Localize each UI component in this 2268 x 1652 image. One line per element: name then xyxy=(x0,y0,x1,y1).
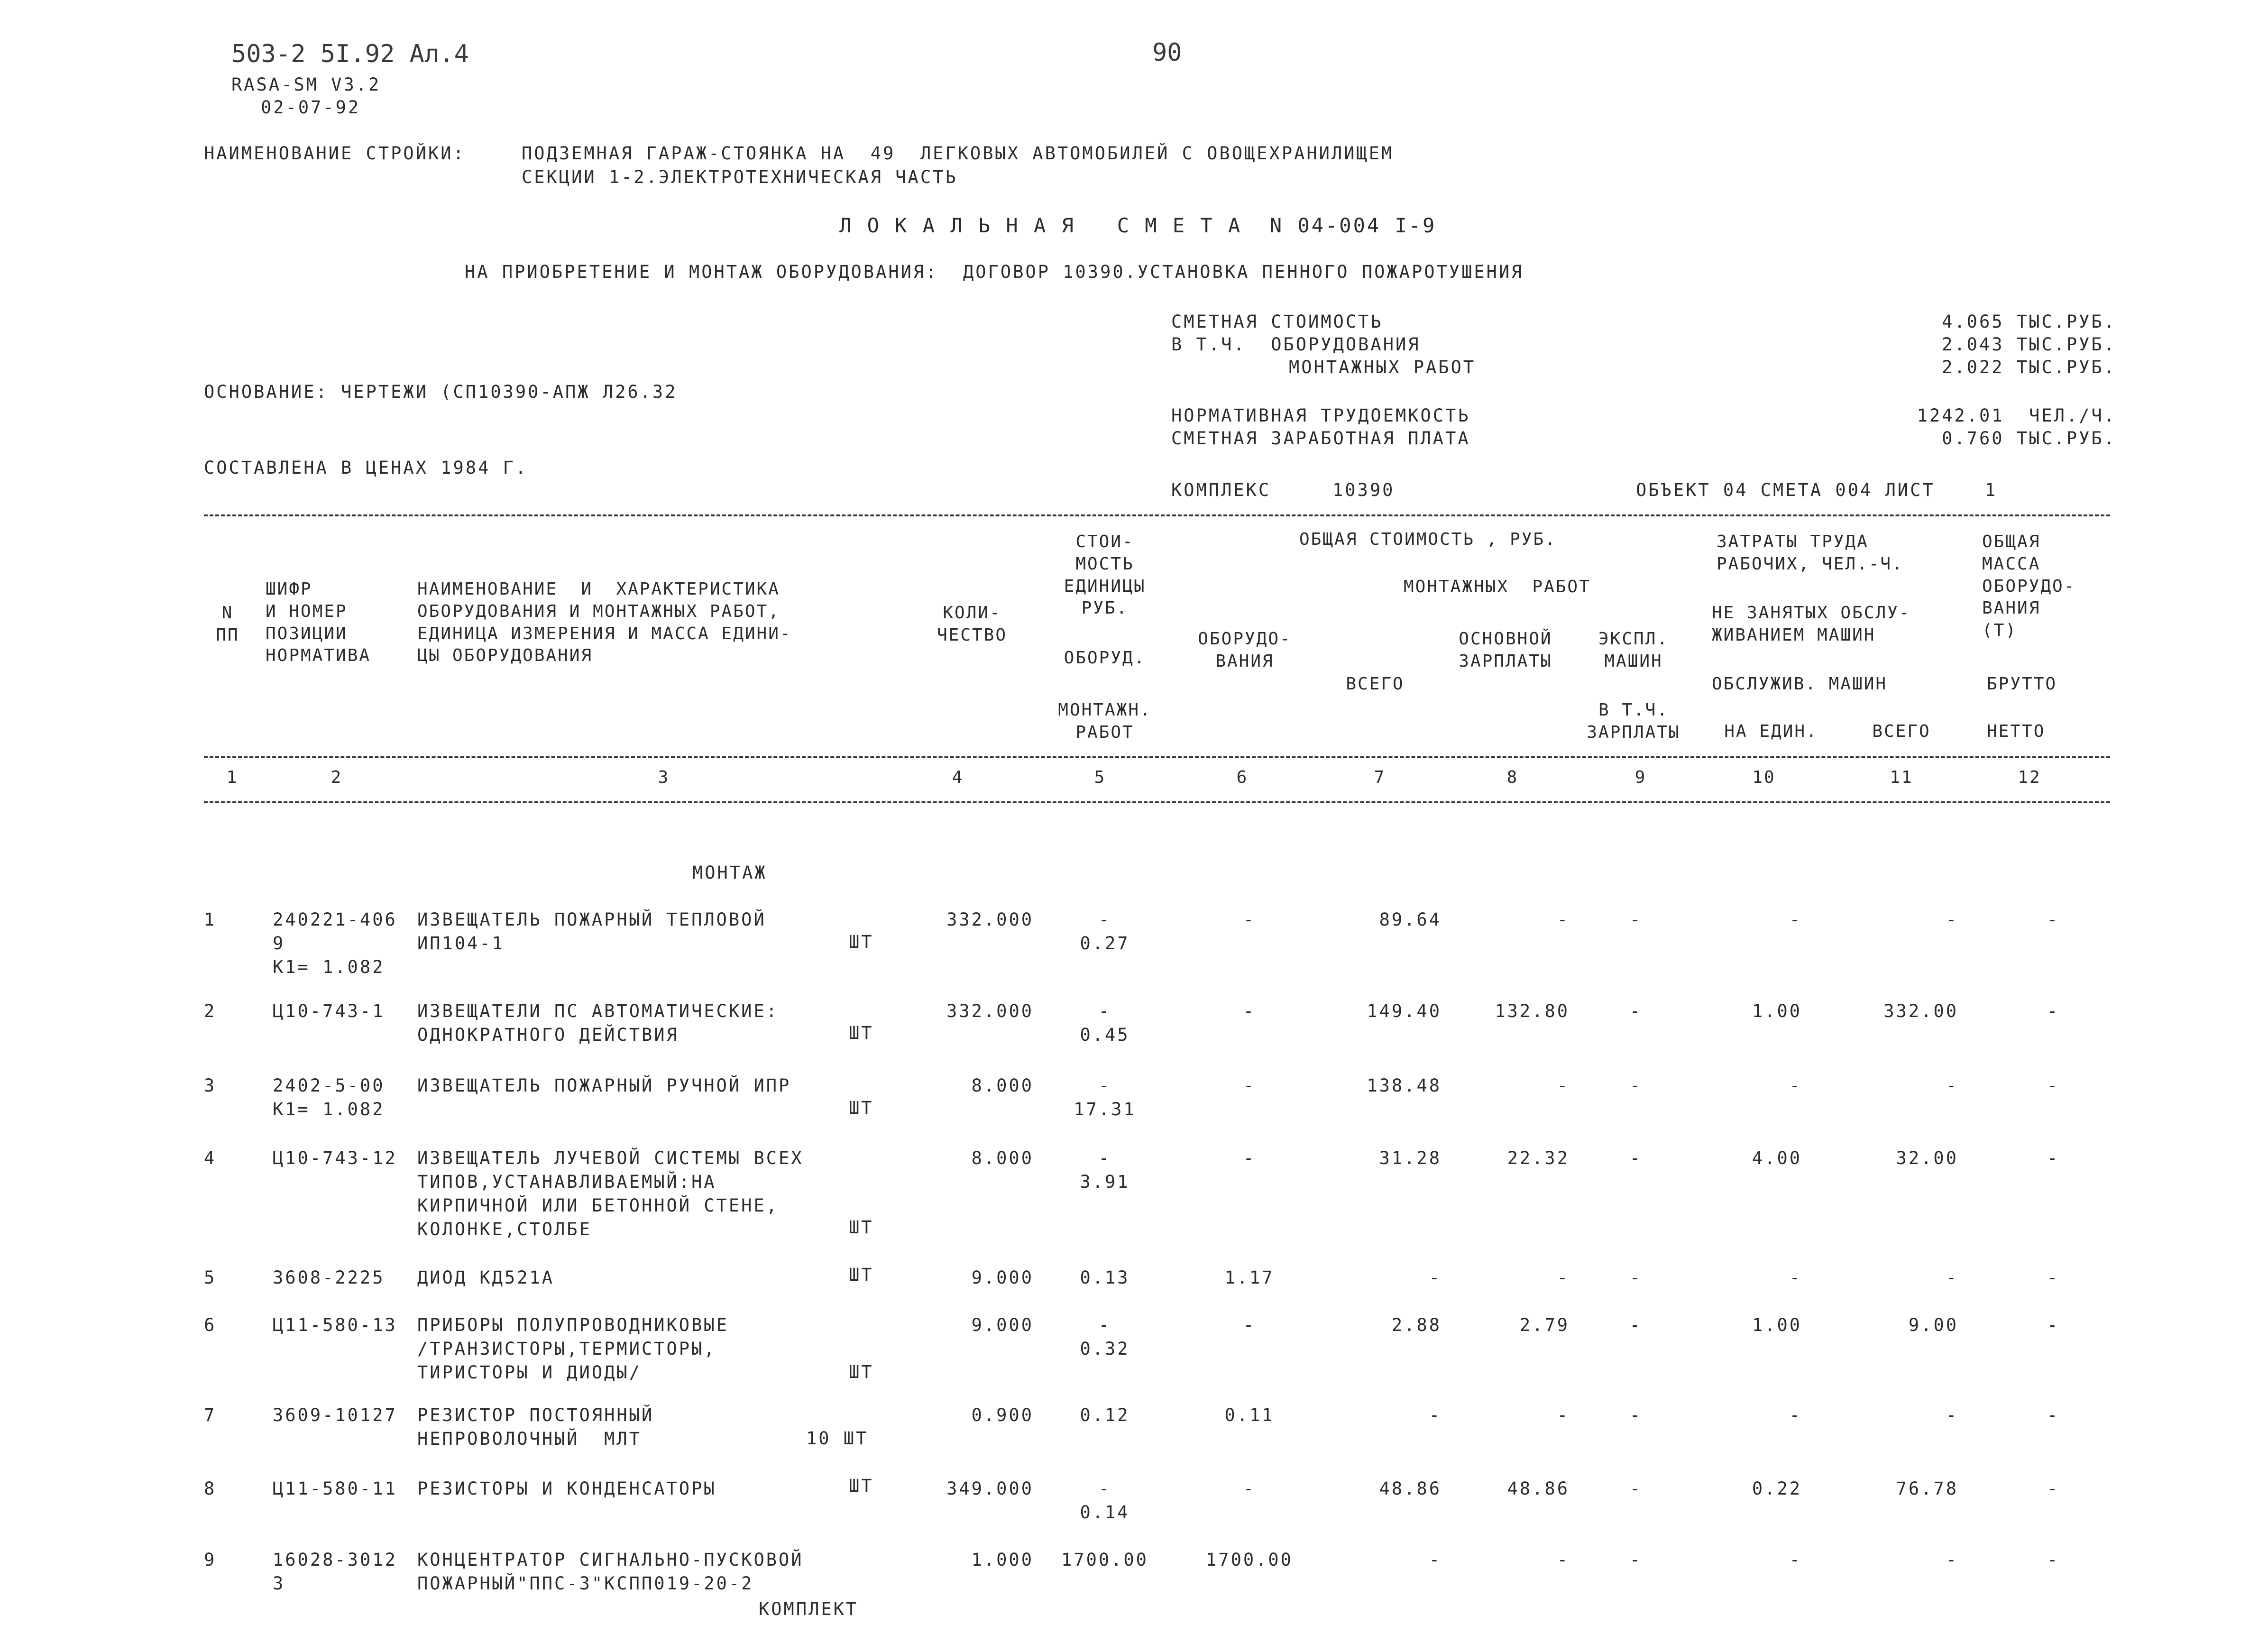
construction-label: НАИМЕНОВАНИЕ СТРОЙКИ: xyxy=(204,143,466,164)
col-header-gross: БРУТТО xyxy=(1987,674,2057,694)
row-6-c11: 9.00 xyxy=(1908,1315,1958,1335)
row-3-c6: - xyxy=(1243,1075,1256,1096)
row-3-c5: - 17.31 xyxy=(1074,1075,1136,1120)
col-header-qty: КОЛИ- ЧЕСТВО xyxy=(937,603,1008,645)
program-version: RASA-SM V3.2 xyxy=(231,74,381,95)
row-6-qty: 9.000 xyxy=(971,1315,1034,1335)
row-2-n: 2 xyxy=(204,1001,217,1021)
cost-label: СМЕТНАЯ СТОИМОСТЬ xyxy=(1171,312,1383,332)
col-header-n: N ПП xyxy=(216,603,239,645)
row-3-c7: 138.48 xyxy=(1367,1075,1442,1096)
row-1-c9: - xyxy=(1629,909,1643,930)
row-3-c12: - xyxy=(2047,1075,2060,1096)
row-7-c8: - xyxy=(1557,1405,1570,1425)
row-9-code: 16028-3012 3 xyxy=(273,1550,397,1594)
equipment-value: 2.043 ТЫС.РУБ. xyxy=(1942,334,2116,355)
row-8-c10: 0.22 xyxy=(1752,1478,1802,1499)
cost-value: 4.065 ТЫС.РУБ. xyxy=(1942,312,2116,332)
row-4-c5: - 3.91 xyxy=(1080,1148,1130,1192)
document-code: 503-2 5I.92 Ал.4 xyxy=(231,40,469,68)
row-1-qty: 332.000 xyxy=(946,909,1034,930)
row-8-code: Ц11-580-11 xyxy=(273,1478,397,1499)
row-2-code: Ц10-743-1 xyxy=(273,1001,385,1021)
row-5-c8: - xyxy=(1557,1267,1570,1288)
col-number: 5 xyxy=(1094,768,1106,787)
row-9-c5: 1700.00 xyxy=(1061,1550,1148,1570)
row-3-qty: 8.000 xyxy=(971,1075,1034,1096)
row-8-c9: - xyxy=(1629,1478,1643,1499)
row-3-code: 2402-5-00 К1= 1.082 xyxy=(273,1075,385,1120)
col-number: 9 xyxy=(1634,768,1647,787)
labor-label: НОРМАТИВНАЯ ТРУДОЕМКОСТЬ xyxy=(1171,405,1470,426)
row-1-c6: - xyxy=(1243,909,1256,930)
row-6-c5: - 0.32 xyxy=(1080,1315,1130,1359)
wage-value: 0.760 ТЫС.РУБ. xyxy=(1942,428,2116,449)
row-1-c7: 89.64 xyxy=(1379,909,1442,930)
object-info: ОБЪЕКТ 04 СМЕТА 004 ЛИСТ 1 xyxy=(1636,480,1998,500)
row-4-unit: ШТ xyxy=(849,1217,874,1238)
row-1-name: ИЗВЕЩАТЕЛЬ ПОЖАРНЫЙ ТЕПЛОВОЙ ИП104-1 xyxy=(417,909,766,954)
row-5-qty: 9.000 xyxy=(971,1267,1034,1288)
row-1-unit: ШТ xyxy=(849,932,874,952)
col-header-per-unit: НА ЕДИН. xyxy=(1724,722,1818,741)
row-6-c12: - xyxy=(2047,1315,2060,1335)
row-4-qty: 8.000 xyxy=(971,1148,1034,1168)
row-5-unit: ШТ xyxy=(849,1265,874,1285)
col-header-code: ШИФР И НОМЕР ПОЗИЦИИ НОРМАТИВА xyxy=(266,579,371,666)
row-2-c8: 132.80 xyxy=(1495,1001,1570,1021)
col-header-labor-not-machines: НЕ ЗАНЯТЫХ ОБСЛУ- ЖИВАНИЕМ МАШИН xyxy=(1712,603,1911,645)
col-header-mount-works: МОНТАЖНЫХ РАБОТ xyxy=(1404,577,1591,597)
table-number-rule xyxy=(204,801,2110,803)
col-header-labor-total: ВСЕГО xyxy=(1872,722,1931,741)
labor-value: 1242.01 ЧЕЛ./Ч. xyxy=(1917,405,2116,426)
col-header-labor: ЗАТРАТЫ ТРУДА РАБОЧИХ, ЧЕЛ.-Ч. xyxy=(1717,532,1904,574)
row-5-name: ДИОД КД521А xyxy=(417,1267,555,1288)
row-9-c11: - xyxy=(1946,1550,1958,1570)
row-3-unit: ШТ xyxy=(849,1098,874,1118)
row-1-c10: - xyxy=(1789,909,1802,930)
col-number: 12 xyxy=(2018,768,2041,787)
row-9-c6: 1700.00 xyxy=(1206,1550,1293,1570)
price-basis: СОСТАВЛЕНА В ЦЕНАХ 1984 Г. xyxy=(204,458,528,478)
row-5-c7: - xyxy=(1429,1267,1442,1288)
row-5-c6: 1.17 xyxy=(1224,1267,1275,1288)
mounting-label: МОНТАЖНЫХ РАБОТ xyxy=(1289,357,1476,377)
col-header-unit-cost: СТОИ- МОСТЬ ЕДИНИЦЫ РУБ. xyxy=(1064,532,1146,618)
row-9-n: 9 xyxy=(204,1550,217,1570)
row-9-c10: - xyxy=(1789,1550,1802,1570)
mounting-value: 2.022 ТЫС.РУБ. xyxy=(1942,357,2116,377)
row-2-c6: - xyxy=(1243,1001,1256,1021)
document-date: 02-07-92 xyxy=(261,97,361,118)
row-2-c7: 149.40 xyxy=(1367,1001,1442,1021)
col-number: 4 xyxy=(952,768,964,787)
row-7-name: РЕЗИСТОР ПОСТОЯННЫЙ НЕПРОВОЛОЧНЫЙ МЛТ xyxy=(417,1405,654,1449)
row-5-c9: - xyxy=(1629,1267,1643,1288)
col-header-total-cost: ОБЩАЯ СТОИМОСТЬ , РУБ. xyxy=(1299,530,1557,549)
section-title: МОНТАЖ xyxy=(692,863,767,883)
row-6-code: Ц11-580-13 xyxy=(273,1315,397,1335)
row-8-c12: - xyxy=(2047,1478,2060,1499)
row-4-n: 4 xyxy=(204,1148,217,1168)
row-3-c11: - xyxy=(1946,1075,1958,1096)
row-5-c11: - xyxy=(1946,1267,1958,1288)
complex-label: КОМПЛЕКС xyxy=(1171,480,1271,500)
row-2-c5: - 0.45 xyxy=(1080,1001,1130,1045)
row-6-c7: 2.88 xyxy=(1391,1315,1442,1335)
row-7-qty: 0.900 xyxy=(971,1405,1034,1425)
row-6-c10: 1.00 xyxy=(1752,1315,1802,1335)
col-header-machines: ЭКСПЛ. МАШИН xyxy=(1598,629,1669,671)
row-6-name: ПРИБОРЫ ПОЛУПРОВОДНИКОВЫЕ /ТРАНЗИСТОРЫ,ТЕРМИСТОРЫ, ТИРИСТОРЫ И ДИОДЫ/ xyxy=(417,1315,729,1383)
row-8-name: РЕЗИСТОРЫ И КОНДЕНСАТОРЫ xyxy=(417,1478,716,1499)
col-header-labor-machines: ОБСЛУЖИВ. МАШИН xyxy=(1712,674,1888,694)
row-9-c7: - xyxy=(1429,1550,1442,1570)
row-3-name: ИЗВЕЩАТЕЛЬ ПОЖАРНЫЙ РУЧНОЙ ИПР xyxy=(417,1075,791,1096)
row-7-c11: - xyxy=(1946,1405,1958,1425)
page-number: 90 xyxy=(1152,38,1182,67)
col-header-unit-equip: ОБОРУД. xyxy=(1064,648,1146,668)
row-5-c5: 0.13 xyxy=(1080,1267,1130,1288)
row-8-c7: 48.86 xyxy=(1379,1478,1442,1499)
col-header-mass: ОБЩАЯ МАССА ОБОРУДО- ВАНИЯ (Т) xyxy=(1982,532,2076,641)
col-header-net: НЕТТО xyxy=(1987,722,2046,741)
col-number: 10 xyxy=(1752,768,1776,787)
col-number: 2 xyxy=(331,768,343,787)
row-7-code: 3609-10127 xyxy=(273,1405,397,1425)
col-header-unit-mount: МОНТАЖН. РАБОТ xyxy=(1058,700,1152,742)
col-number: 7 xyxy=(1374,768,1386,787)
estimate-subtitle: НА ПРИОБРЕТЕНИЕ И МОНТАЖ ОБОРУДОВАНИЯ: ДОГОВОР 10390.УСТАНОВКА ПЕННОГО ПОЖАРОТУШЕНИЯ xyxy=(465,262,1524,282)
construction-name: ПОДЗЕМНАЯ ГАРАЖ-СТОЯНКА НА 49 ЛЕГКОВЫХ АВТОМОБИЛЕЙ С ОВОЩЕХРАНИЛИЩЕМ xyxy=(522,143,1394,164)
row-6-c8: 2.79 xyxy=(1519,1315,1570,1335)
row-5-n: 5 xyxy=(204,1267,217,1288)
col-number: 3 xyxy=(658,768,670,787)
col-header-total: ВСЕГО xyxy=(1346,674,1405,694)
row-7-unit: 10 ШТ xyxy=(806,1428,869,1449)
col-number: 8 xyxy=(1506,768,1519,787)
row-3-n: 3 xyxy=(204,1075,217,1096)
row-6-unit: ШТ xyxy=(849,1362,874,1382)
row-2-c12: - xyxy=(2047,1001,2060,1021)
row-9-c8: - xyxy=(1557,1550,1570,1570)
complex-value: 10390 xyxy=(1332,480,1395,500)
row-2-c11: 332.00 xyxy=(1883,1001,1958,1021)
row-4-c7: 31.28 xyxy=(1379,1148,1442,1168)
row-6-c6: - xyxy=(1243,1315,1256,1335)
row-5-c12: - xyxy=(2047,1267,2060,1288)
incl-equipment-label: В Т.Ч. ОБОРУДОВАНИЯ xyxy=(1171,334,1421,355)
row-4-c12: - xyxy=(2047,1148,2060,1168)
row-4-name: ИЗВЕЩАТЕЛЬ ЛУЧЕВОЙ СИСТЕМЫ ВСЕХ ТИПОВ,УСТАНАВЛИВАЕМЫЙ:НА КИРПИЧНОЙ ИЛИ БЕТОННОЙ СТЕНЕ, КОЛОНКЕ,СТОЛБЕ xyxy=(417,1148,804,1239)
table-top-rule xyxy=(204,514,2110,516)
row-8-c6: - xyxy=(1243,1478,1256,1499)
basis: ОСНОВАНИЕ: ЧЕРТЕЖИ (СП10390-АПЖ Л26.32 xyxy=(204,382,678,402)
row-8-unit: ШТ xyxy=(849,1476,874,1496)
construction-section: СЕКЦИИ 1-2.ЭЛЕКТРОТЕХНИЧЕСКАЯ ЧАСТЬ xyxy=(522,167,958,187)
col-number: 1 xyxy=(226,768,239,787)
col-number: 6 xyxy=(1236,768,1249,787)
table-header-rule xyxy=(204,756,2110,758)
row-8-c11: 76.78 xyxy=(1896,1478,1958,1499)
row-9-c9: - xyxy=(1629,1550,1643,1570)
estimate-title: Л О К А Л Ь Н А Я С М Е Т А N 04-004 I-9 xyxy=(839,214,1437,237)
row-1-c8: - xyxy=(1557,909,1570,930)
row-6-c9: - xyxy=(1629,1315,1643,1335)
wage-label: СМЕТНАЯ ЗАРАБОТНАЯ ПЛАТА xyxy=(1171,428,1470,449)
row-3-c8: - xyxy=(1557,1075,1570,1096)
row-7-c9: - xyxy=(1629,1405,1643,1425)
row-5-code: 3608-2225 xyxy=(273,1267,385,1288)
row-9-unit: КОМПЛЕКТ xyxy=(759,1599,859,1619)
row-1-c5: - 0.27 xyxy=(1080,909,1130,954)
row-7-c12: - xyxy=(2047,1405,2060,1425)
row-4-c8: 22.32 xyxy=(1507,1148,1570,1168)
col-header-equipment: ОБОРУДО- ВАНИЯ xyxy=(1198,629,1292,671)
row-8-c5: - 0.14 xyxy=(1080,1478,1130,1523)
row-8-c8: 48.86 xyxy=(1507,1478,1570,1499)
row-5-c10: - xyxy=(1789,1267,1802,1288)
row-3-c10: - xyxy=(1789,1075,1802,1096)
row-3-c9: - xyxy=(1629,1075,1643,1096)
row-9-c12: - xyxy=(2047,1550,2060,1570)
row-8-qty: 349.000 xyxy=(946,1478,1034,1499)
row-4-code: Ц10-743-12 xyxy=(273,1148,397,1168)
row-7-c10: - xyxy=(1789,1405,1802,1425)
row-6-n: 6 xyxy=(204,1315,217,1335)
row-2-unit: ШТ xyxy=(849,1023,874,1043)
row-9-name: КОНЦЕНТРАТОР СИГНАЛЬНО-ПУСКОВОЙ ПОЖАРНЫЙ"ППС-3"КСПП019-20-2 xyxy=(417,1550,804,1594)
row-1-c12: - xyxy=(2047,909,2060,930)
row-4-c6: - xyxy=(1243,1148,1256,1168)
col-number: 11 xyxy=(1890,768,1913,787)
row-2-qty: 332.000 xyxy=(946,1001,1034,1021)
row-7-c6: 0.11 xyxy=(1224,1405,1275,1425)
row-1-n: 1 xyxy=(204,909,217,930)
row-8-n: 8 xyxy=(204,1478,217,1499)
row-9-qty: 1.000 xyxy=(971,1550,1034,1570)
col-header-machine-wage: В Т.Ч. ЗАРПЛАТЫ xyxy=(1587,700,1680,742)
row-2-c9: - xyxy=(1629,1001,1643,1021)
row-7-c5: 0.12 xyxy=(1080,1405,1130,1425)
row-4-c11: 32.00 xyxy=(1896,1148,1958,1168)
row-4-c10: 4.00 xyxy=(1752,1148,1802,1168)
row-7-c7: - xyxy=(1429,1405,1442,1425)
row-1-code: 240221-406 9 К1= 1.082 xyxy=(273,909,397,977)
row-7-n: 7 xyxy=(204,1405,217,1425)
col-header-name: НАИМЕНОВАНИЕ И ХАРАКТЕРИСТИКА ОБОРУДОВАНИЯ И МОНТАЖНЫХ РАБОТ, ЕДИНИЦА ИЗМЕРЕНИЯ И МАССА ЕДИНИ- ЦЫ ОБОРУДОВАНИЯ xyxy=(417,579,792,666)
row-4-c9: - xyxy=(1629,1148,1643,1168)
row-1-c11: - xyxy=(1946,909,1958,930)
col-header-base-wage: ОСНОВНОЙ ЗАРПЛАТЫ xyxy=(1459,629,1552,671)
row-2-c10: 1.00 xyxy=(1752,1001,1802,1021)
row-2-name: ИЗВЕЩАТЕЛИ ПС АВТОМАТИЧЕСКИЕ: ОДНОКРАТНОГО ДЕЙСТВИЯ xyxy=(417,1001,779,1045)
